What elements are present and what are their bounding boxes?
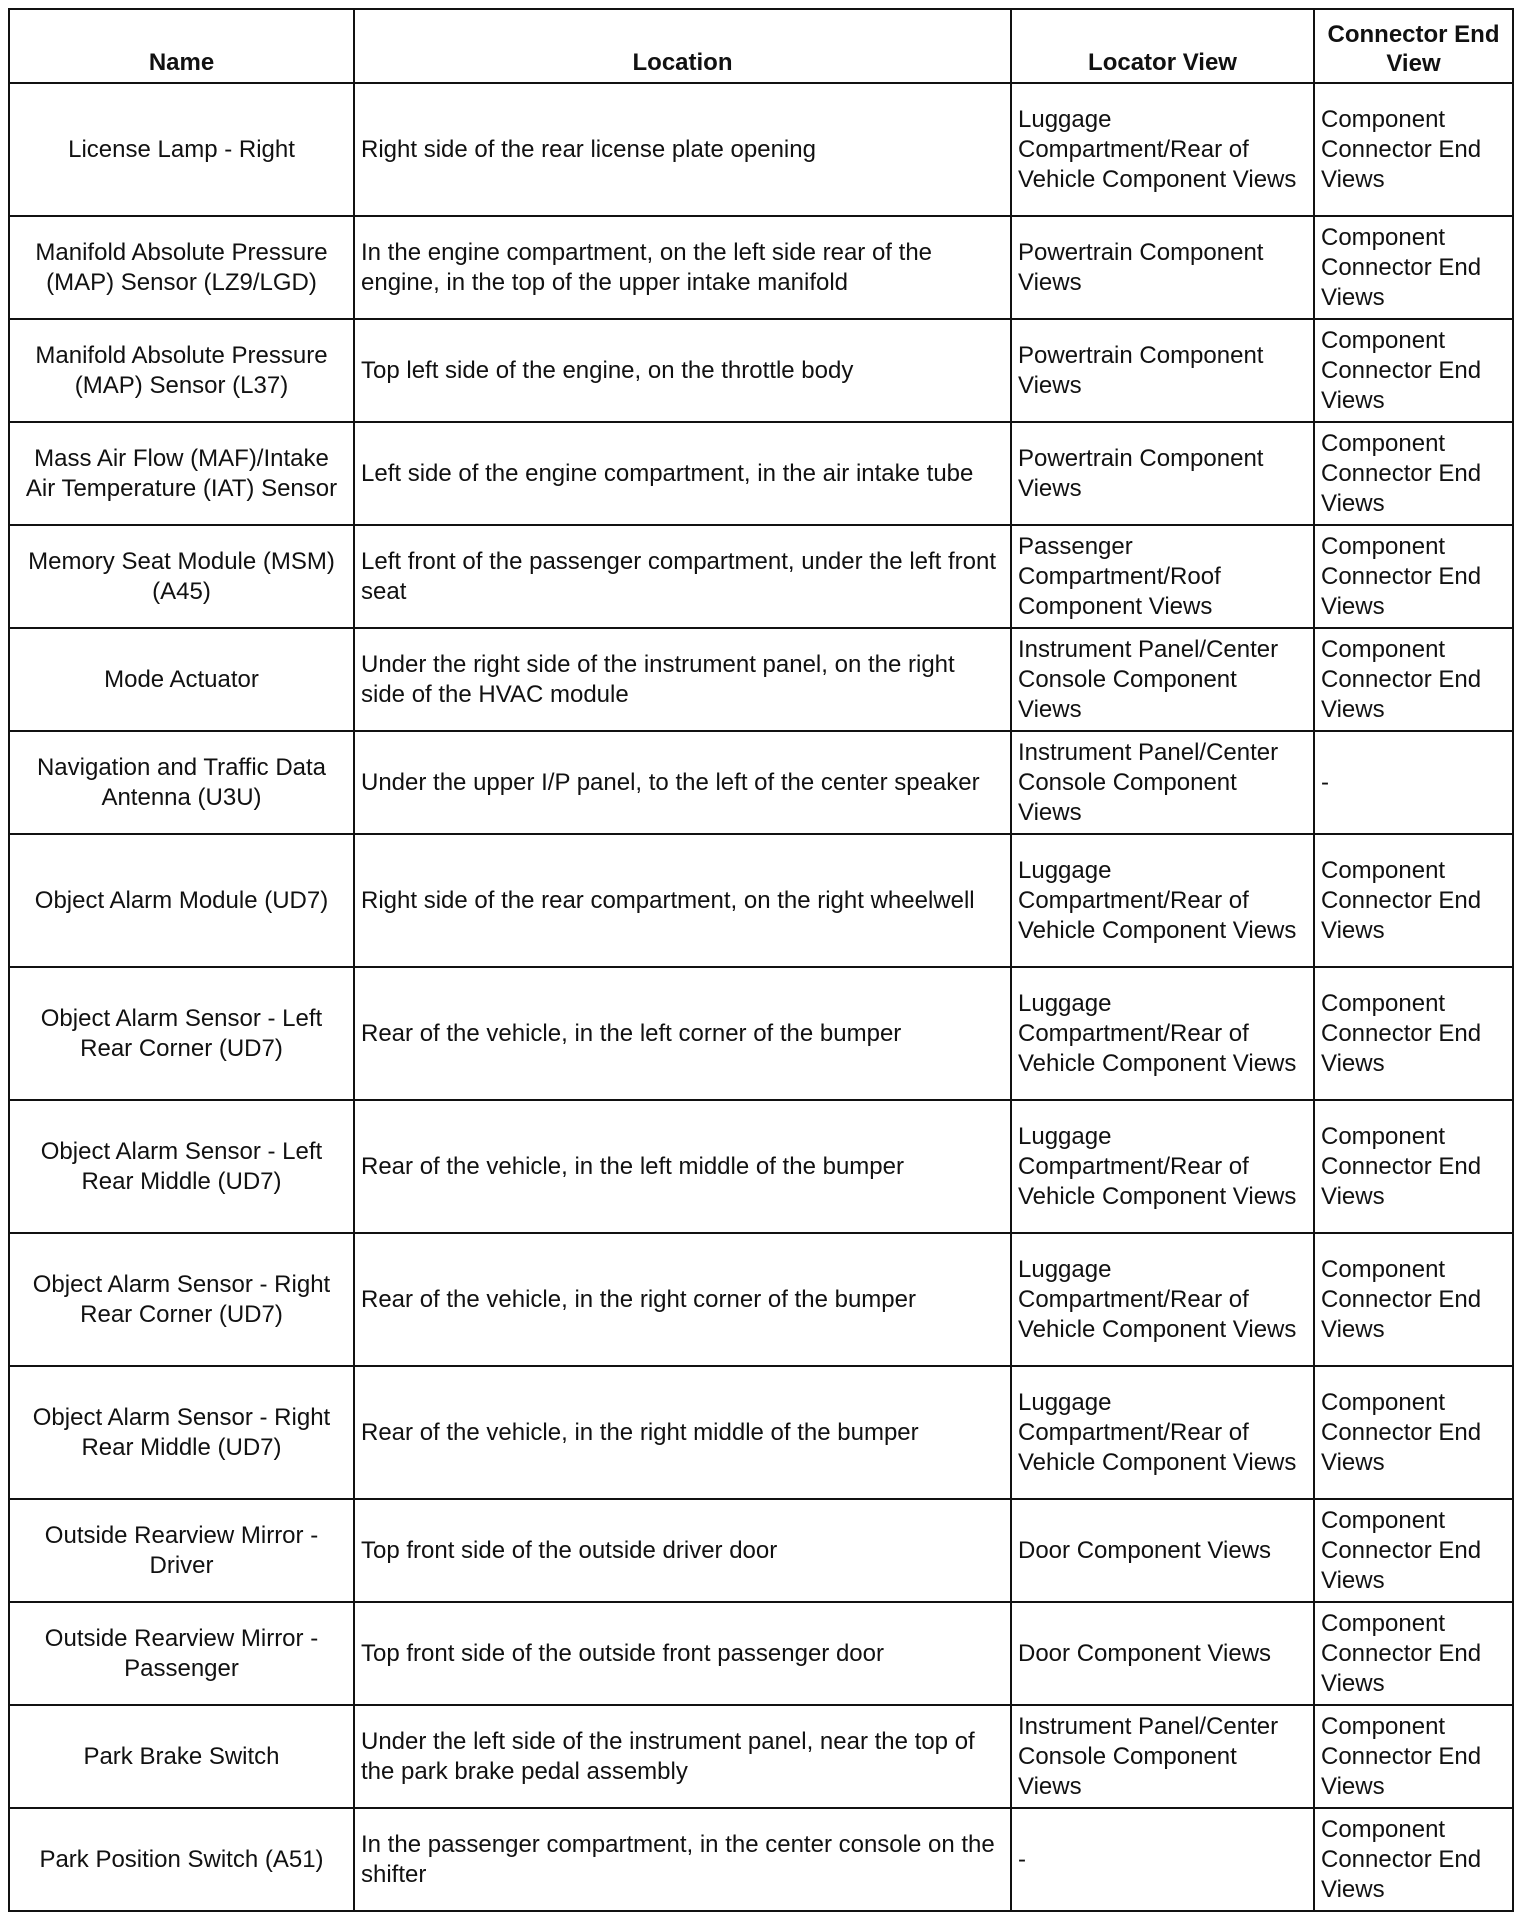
table-row <box>9 1808 1513 1911</box>
cell-location: Right side of the rear compartment, on the right wheelwell <box>354 834 1011 967</box>
table-row <box>9 628 1513 731</box>
table-row <box>9 1602 1513 1705</box>
cell-name: Park Position Switch (A51) <box>9 1808 354 1911</box>
cell-location: Left side of the engine compartment, in the air intake tube <box>354 422 1011 525</box>
cell-locator-view: Luggage Compartment/Rear of Vehicle Component Views <box>1011 834 1314 967</box>
cell-name: Manifold Absolute Pressure (MAP) Sensor (L37) <box>9 319 354 422</box>
component-locator-table <box>8 8 1514 1912</box>
cell-location: In the passenger compartment, in the center console on the shifter <box>354 1808 1011 1911</box>
cell-location: Left front of the passenger compartment, under the left front seat <box>354 525 1011 628</box>
cell-location: Under the left side of the instrument panel, near the top of the park brake pedal assembly <box>354 1705 1011 1808</box>
cell-connector-end-view: Component Connector End Views <box>1314 628 1513 731</box>
cell-name: Outside Rearview Mirror - Driver <box>9 1499 354 1602</box>
cell-connector-end-view: Component Connector End Views <box>1314 1100 1513 1233</box>
cell-locator-view: Luggage Compartment/Rear of Vehicle Component Views <box>1011 1366 1314 1499</box>
cell-locator-view: Instrument Panel/Center Console Component Views <box>1011 1705 1314 1808</box>
cell-connector-end-view: Component Connector End Views <box>1314 1705 1513 1808</box>
header-connector-end-view: Connector End View <box>1314 9 1513 83</box>
cell-location: Under the right side of the instrument panel, on the right side of the HVAC module <box>354 628 1011 731</box>
cell-location: Right side of the rear license plate opening <box>354 83 1011 216</box>
cell-location: Top front side of the outside driver door <box>354 1499 1011 1602</box>
cell-locator-view: Luggage Compartment/Rear of Vehicle Component Views <box>1011 1100 1314 1233</box>
table-row <box>9 525 1513 628</box>
table-row <box>9 1705 1513 1808</box>
cell-name: Park Brake Switch <box>9 1705 354 1808</box>
cell-locator-view: Door Component Views <box>1011 1602 1314 1705</box>
cell-locator-view: Luggage Compartment/Rear of Vehicle Component Views <box>1011 1233 1314 1366</box>
cell-connector-end-view: Component Connector End Views <box>1314 1499 1513 1602</box>
cell-connector-end-view: Component Connector End Views <box>1314 422 1513 525</box>
cell-location: Rear of the vehicle, in the left corner of the bumper <box>354 967 1011 1100</box>
cell-locator-view: Instrument Panel/Center Console Component Views <box>1011 731 1314 834</box>
cell-location: Top front side of the outside front passenger door <box>354 1602 1011 1705</box>
table-row <box>9 1100 1513 1233</box>
header-locator-view: Locator View <box>1011 9 1314 83</box>
cell-location: In the engine compartment, on the left side rear of the engine, in the top of the upper intake manifold <box>354 216 1011 319</box>
cell-locator-view: Powertrain Component Views <box>1011 216 1314 319</box>
cell-connector-end-view: Component Connector End Views <box>1314 834 1513 967</box>
table-row <box>9 1499 1513 1602</box>
header-row <box>9 9 1513 83</box>
table-row <box>9 216 1513 319</box>
table-row <box>9 834 1513 967</box>
cell-connector-end-view: Component Connector End Views <box>1314 83 1513 216</box>
cell-name: Outside Rearview Mirror - Passenger <box>9 1602 354 1705</box>
cell-name: Mode Actuator <box>9 628 354 731</box>
header-location: Location <box>354 9 1011 83</box>
cell-name: Object Alarm Sensor - Left Rear Corner (UD7) <box>9 967 354 1100</box>
cell-connector-end-view: Component Connector End Views <box>1314 967 1513 1100</box>
cell-connector-end-view: Component Connector End Views <box>1314 216 1513 319</box>
cell-connector-end-view: Component Connector End Views <box>1314 1233 1513 1366</box>
table-row <box>9 319 1513 422</box>
table-row <box>9 1366 1513 1499</box>
cell-location: Under the upper I/P panel, to the left of the center speaker <box>354 731 1011 834</box>
cell-name: Manifold Absolute Pressure (MAP) Sensor (LZ9/LGD) <box>9 216 354 319</box>
cell-locator-view: Powertrain Component Views <box>1011 422 1314 525</box>
cell-connector-end-view: Component Connector End Views <box>1314 1366 1513 1499</box>
cell-locator-view: - <box>1011 1808 1314 1911</box>
cell-name: Object Alarm Sensor - Left Rear Middle (UD7) <box>9 1100 354 1233</box>
cell-connector-end-view: Component Connector End Views <box>1314 525 1513 628</box>
cell-locator-view: Powertrain Component Views <box>1011 319 1314 422</box>
cell-locator-view: Luggage Compartment/Rear of Vehicle Component Views <box>1011 83 1314 216</box>
cell-name: Navigation and Traffic Data Antenna (U3U) <box>9 731 354 834</box>
cell-location: Rear of the vehicle, in the right middle of the bumper <box>354 1366 1011 1499</box>
cell-location: Rear of the vehicle, in the right corner of the bumper <box>354 1233 1011 1366</box>
table-row <box>9 83 1513 216</box>
cell-name: Object Alarm Sensor - Right Rear Corner (UD7) <box>9 1233 354 1366</box>
cell-location: Rear of the vehicle, in the left middle of the bumper <box>354 1100 1011 1233</box>
header-name: Name <box>9 9 354 83</box>
cell-connector-end-view: Component Connector End Views <box>1314 1602 1513 1705</box>
cell-connector-end-view: Component Connector End Views <box>1314 1808 1513 1911</box>
table-row <box>9 422 1513 525</box>
table-row <box>9 967 1513 1100</box>
table-row <box>9 731 1513 834</box>
cell-location: Top left side of the engine, on the throttle body <box>354 319 1011 422</box>
cell-locator-view: Luggage Compartment/Rear of Vehicle Component Views <box>1011 967 1314 1100</box>
cell-name: Mass Air Flow (MAF)/Intake Air Temperature (IAT) Sensor <box>9 422 354 525</box>
cell-locator-view: Instrument Panel/Center Console Component Views <box>1011 628 1314 731</box>
cell-name: License Lamp - Right <box>9 83 354 216</box>
cell-connector-end-view: - <box>1314 731 1513 834</box>
cell-name: Object Alarm Sensor - Right Rear Middle (UD7) <box>9 1366 354 1499</box>
cell-locator-view: Passenger Compartment/Roof Component Views <box>1011 525 1314 628</box>
cell-name: Object Alarm Module (UD7) <box>9 834 354 967</box>
table-row <box>9 1233 1513 1366</box>
cell-locator-view: Door Component Views <box>1011 1499 1314 1602</box>
cell-name: Memory Seat Module (MSM) (A45) <box>9 525 354 628</box>
cell-connector-end-view: Component Connector End Views <box>1314 319 1513 422</box>
